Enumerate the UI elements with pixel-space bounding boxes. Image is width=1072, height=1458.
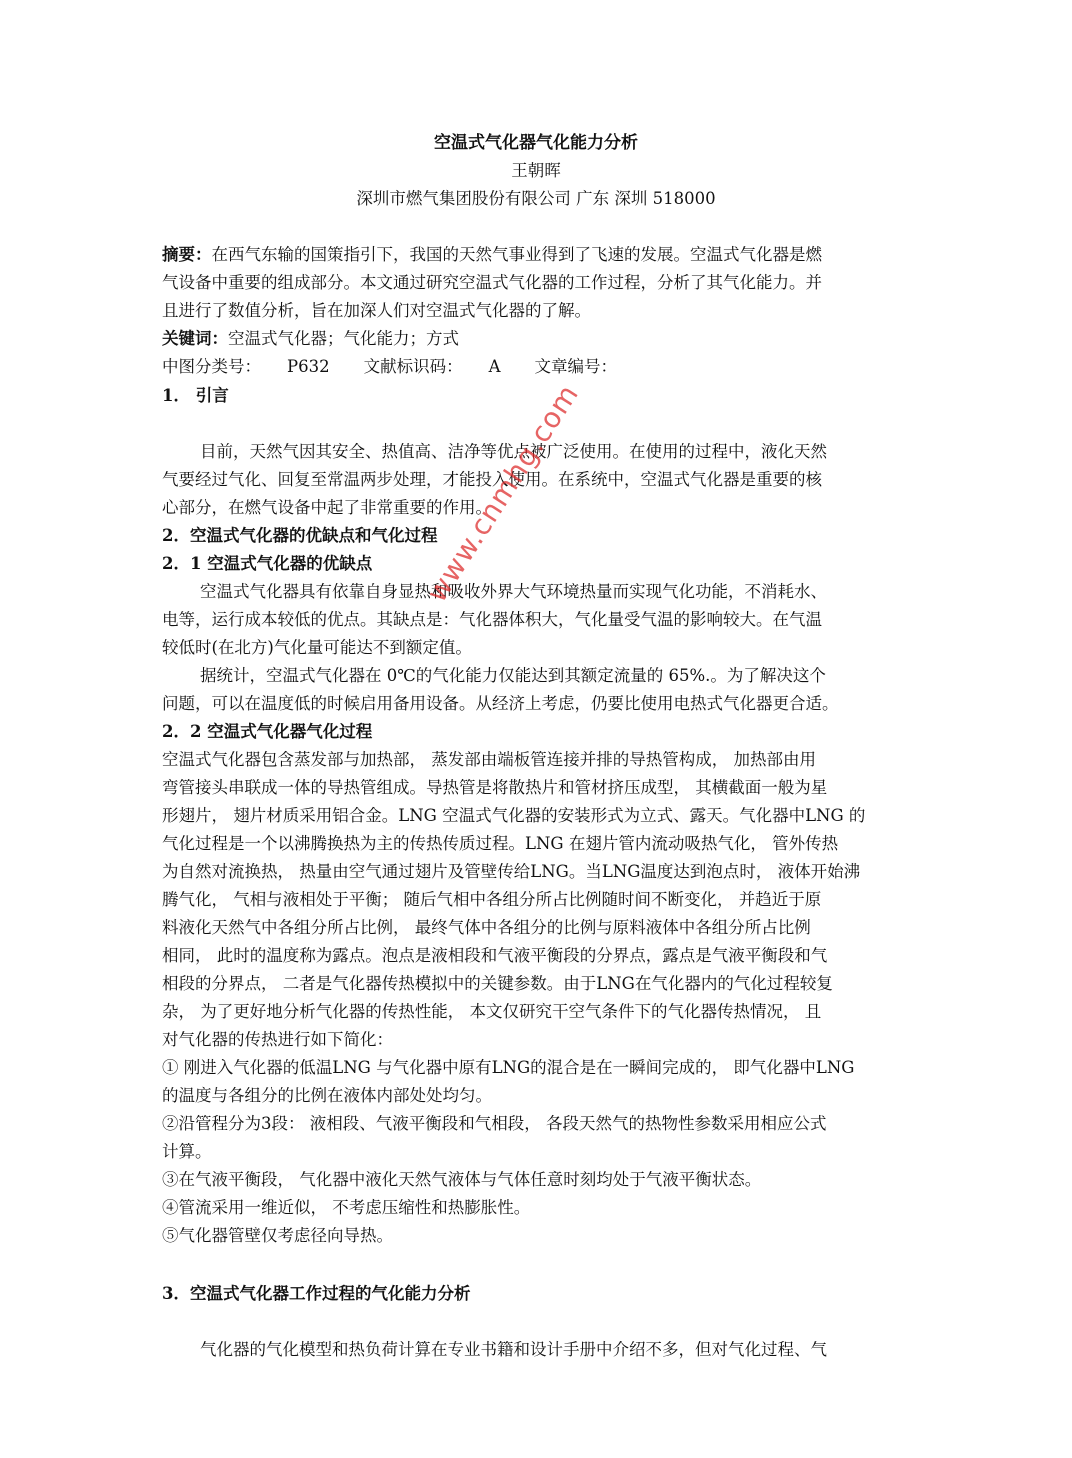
article-number-label: 文章编号： [534,357,618,376]
paper-title: 空温式气化器气化能力分析 [434,133,638,153]
watermark: www.cnmhg.com [420,378,586,608]
section-2-1-heading: 2．1 空温式气化器的优缺点 [162,554,373,573]
abstract-text: 在西气东输的国策指引下，我国的天然气事业得到了飞速的发展。空温式气化器是燃 [211,245,822,264]
assumption-item: ④管流采用一维近似， 不考虑压缩性和热膨胀性。 [162,1198,531,1217]
paragraph-line: 腾气化， 气相与液相处于平衡； 随后气相中各组分所占比例随时间不断变化， 并趋近于原 [162,890,822,909]
paragraph-line: 据统计，空温式气化器在 0℃的气化能力仅能达到其额定流量的 65%.。为了解决这个 [200,666,826,685]
assumption-item: 的温度与各组分的比例在液体内部处处均匀。 [162,1086,492,1105]
abstract-line-1 [162,243,914,267]
paragraph-line: 电等，运行成本较低的优点。其缺点是：气化器体积大，气化量受气温的影响较大。在气温 [162,610,822,629]
classification-line [162,355,914,379]
paragraph-line: 目前，天然气因其安全、热值高、洁净等优点被广泛使用。在使用的过程中，液化天然 [200,442,827,461]
author-affiliation: 深圳市燃气集团股份有限公司 广东 深圳 518000 [356,189,716,208]
section-2-2-heading: 2．2 空温式气化器气化过程 [162,722,373,741]
paragraph-line: 形翅片， 翅片材质采用铝合金。LNG 空温式气化器的安装形式为立式、露天。气化器中LNG 的 [162,806,866,825]
paragraph-line: 对气化器的传热进行如下简化： [162,1030,393,1049]
keywords-label: 关键词： [162,329,228,348]
paragraph-line: 空温式气化器包含蒸发部与加热部， 蒸发部由端板管连接并排的导热管构成， 加热部由用 [162,750,816,769]
paragraph-line: 气化器的气化模型和热负荷计算在专业书籍和设计手册中介绍不多，但对气化过程、气 [200,1340,827,1359]
assumption-item: ① 刚进入气化器的低温LNG 与气化器中原有LNG的混合是在一瞬间完成的， 即气化器中LNG [162,1058,855,1077]
doc-code-label: 文献标识码： [363,357,463,376]
abstract-line-3: 且进行了数值分析，旨在加深人们对空温式气化器的了解。 [162,301,591,320]
paragraph-line: 气化过程是一个以沸腾换热为主的传热传质过程。LNG 在翅片管内流动吸热气化， 管外传热 [162,834,839,853]
paragraph-line: 杂， 为了更好地分析气化器的传热性能， 本文仅研究干空气条件下的气化器传热情况， 且 [162,1002,822,1021]
paragraph-line: 料液化天然气中各组分所占比例， 最终气体中各组分的比例与原料液体中各组分所占比例 [162,918,811,937]
paragraph-line: 弯管接头串联成一体的导热管组成。导热管是将散热片和管材挤压成型， 其横截面一般为星 [162,778,828,797]
assumption-item: 计算。 [162,1142,212,1161]
assumption-item: ③在气液平衡段， 气化器中液化天然气液体与气体任意时刻均处于气液平衡状态。 [162,1170,762,1189]
paragraph-line: 心部分，在燃气设备中起了非常重要的作用。 [162,498,492,517]
clc-label: 中图分类号： [162,357,261,376]
paragraph-line: 为自然对流换热， 热量由空气通过翅片及管壁传给LNG。当LNG温度达到泡点时， 液体开始沸 [162,862,861,881]
paragraph-line: 较低时(在北方)气化量可能达不到额定值。 [162,638,472,657]
doc-code-value: A [488,357,501,376]
author-name: 王朝晖 [511,161,561,180]
keywords-line [162,327,914,351]
paragraph-line: 气要经过气化、回复至常温两步处理，才能投入使用。在系统中，空温式气化器是重要的核 [162,470,822,489]
section-3-heading: 3．空温式气化器工作过程的气化能力分析 [162,1284,471,1303]
abstract-line-2: 气设备中重要的组成部分。本文通过研究空温式气化器的工作过程，分析了其气化能力。并 [162,273,822,292]
clc-value: P632 [287,357,330,376]
paragraph-line: 相同， 此时的温度称为露点。泡点是液相段和气液平衡段的分界点，露点是气液平衡段和气 [162,946,828,965]
paragraph-line: 相段的分界点， 二者是气化器传热模拟中的关键参数。由于LNG在气化器内的气化过程较复 [162,974,833,993]
assumption-item: ⑤气化器管壁仅考虑径向导热。 [162,1226,393,1245]
keywords-text: 空温式气化器；气化能力；方式 [228,329,459,348]
assumption-item: ②沿管程分为3段： 液相段、气液平衡段和气相段， 各段天然气的热物性参数采用相应公式 [162,1114,827,1133]
paragraph-line: 问题，可以在温度低的时候启用备用设备。从经济上考虑，仍要比使用电热式气化器更合适。 [162,694,839,713]
section-2-heading: 2．空温式气化器的优缺点和气化过程 [162,526,438,545]
section-1-heading: 1． 引言 [162,386,229,405]
abstract-label: 摘要： [162,245,212,264]
paragraph-line: 空温式气化器具有依靠自身显热和吸收外界大气环境热量而实现气化功能，不消耗水、 [200,582,827,601]
